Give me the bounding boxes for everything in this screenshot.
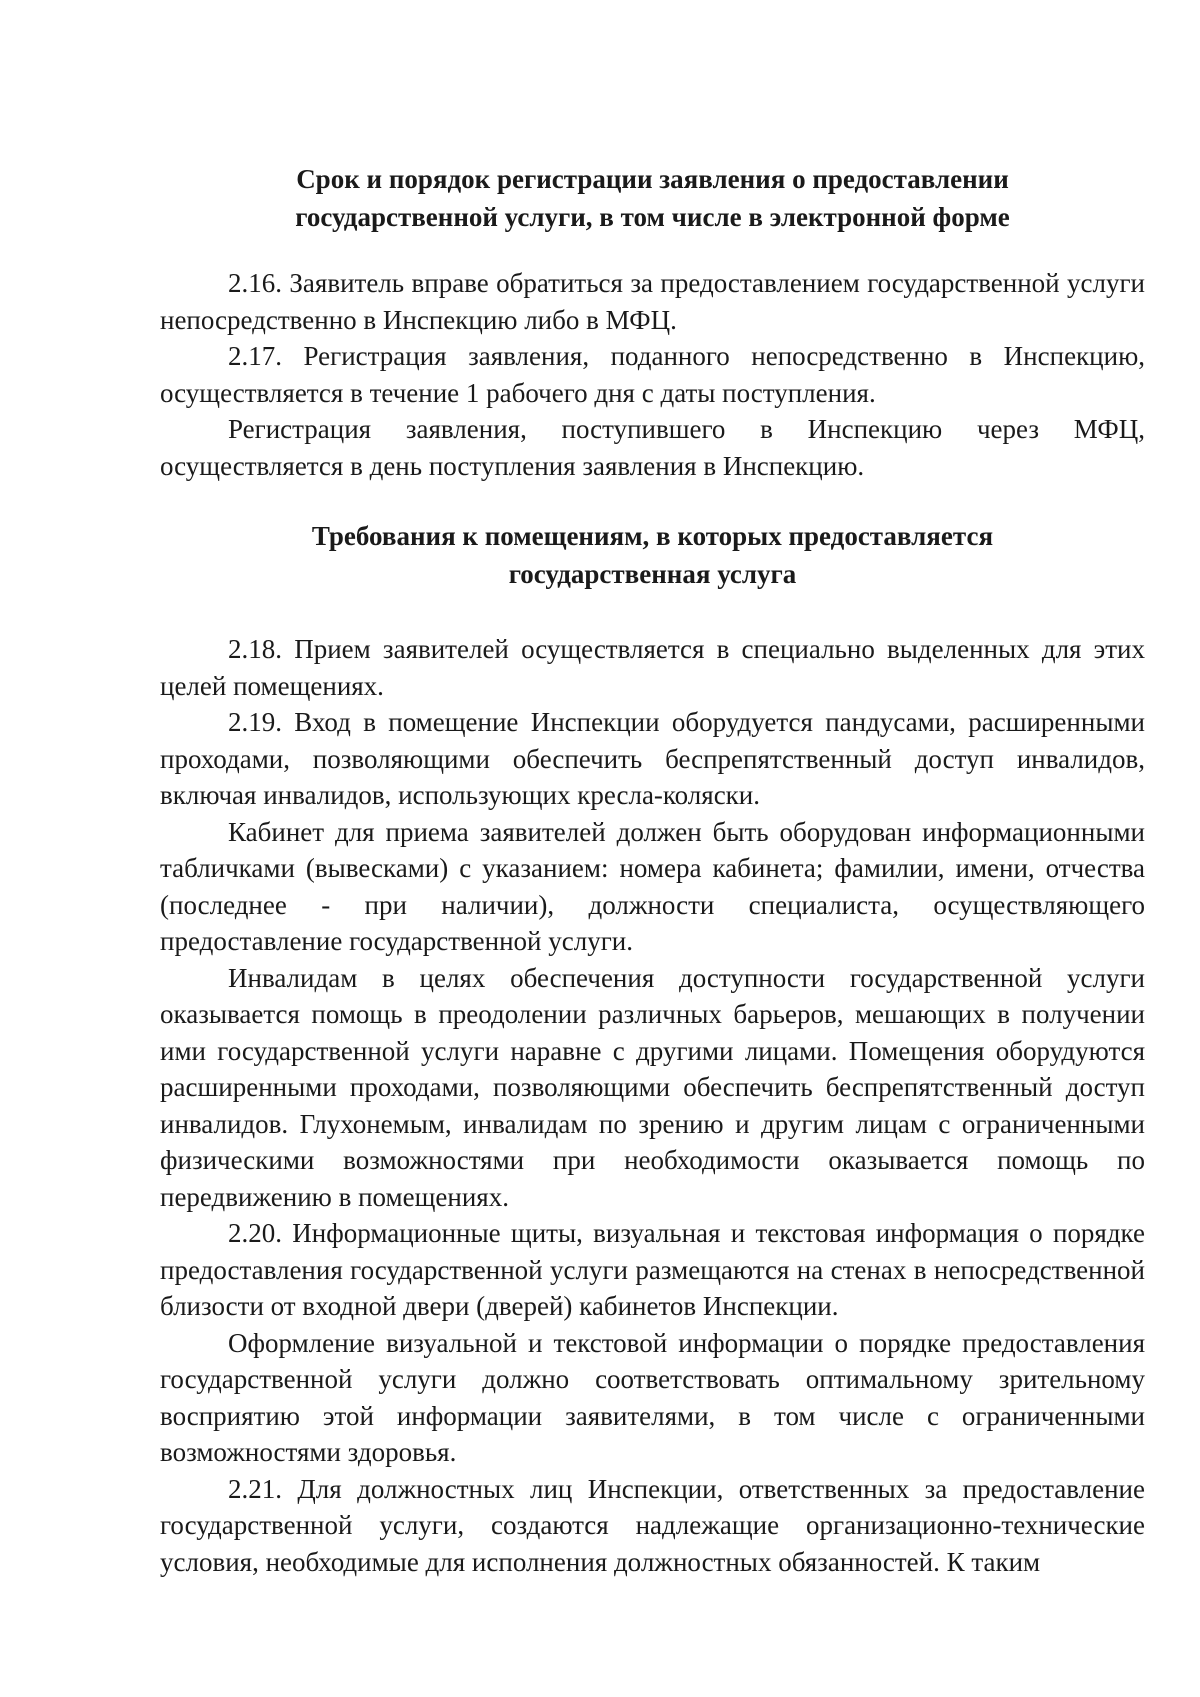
spacer (160, 593, 1145, 631)
paragraph-visual-info: Оформление визуальной и текстовой информации о порядке предоставления государственной услуги должно соответствовать оптимальному зрительному восприятию этой информации заявителями, в том числе с ограниченными возможностями здоровья. (160, 1327, 1145, 1467)
paragraph-disabled-assistance: Инвалидам в целях обеспечения доступности государственной услуги оказывается помощь в преодолении различных барьеров, мешающих в получении ими государственной услуги наравне с другими лицами. Помещения оборудуются расширенными проходами, позволяющими обеспечить беспрепятственный доступ инвалидов. Глухонемым, инвалидам по зрению и другим лицам с ограниченными физическими возможностями при необходимости оказывается помощь по передвижению в помещениях. (160, 962, 1145, 1212)
page-content (160, 160, 1145, 1580)
paragraph-2-20: 2.20. Информационные щиты, визуальная и текстовая информация о порядке предоставления государственной услуги размещаются на стенах в непосредственной близости от входной двери (дверей) кабинетов Инспекции. (160, 1218, 1145, 1321)
heading-line: Требования к помещениям, в которых предоставляется (311, 521, 994, 551)
section-heading-registration (160, 160, 1145, 236)
heading-line: государственной услуги, в том числе в электронной форме (295, 202, 1010, 232)
paragraph-2-17: 2.17. Регистрация заявления, поданного непосредственно в Инспекцию, осуществляется в течение 1 рабочего дня с даты поступления. (160, 341, 1145, 408)
heading-line: государственная услуга (508, 559, 797, 589)
paragraph-registration-mfc: Регистрация заявления, поступившего в Инспекцию через МФЦ, осуществляется в день поступления заявления в Инспекцию. (160, 414, 1145, 481)
section-heading-premises (160, 517, 1145, 593)
paragraph-2-21: 2.21. Для должностных лиц Инспекции, ответственных за предоставление государственной услуги, создаются надлежащие организационно-технические условия, необходимые для исполнения должностных обязанностей. К таким (160, 1473, 1145, 1577)
spacer (160, 484, 1145, 517)
paragraph-2-18: 2.18. Прием заявителей осуществляется в специально выделенных для этих целей помещениях. (160, 634, 1145, 701)
heading-line: Срок и порядок регистрации заявления о предоставлении (296, 164, 1009, 194)
paragraph-2-16: 2.16. Заявитель вправе обратиться за предоставлением государственной услуги непосредственно в Инспекцию либо в МФЦ. (160, 268, 1145, 335)
spacer (160, 236, 1145, 265)
paragraph-2-19: 2.19. Вход в помещение Инспекции оборудуется пандусами, расширенными проходами, позволяющими обеспечить беспрепятственный доступ инвалидов, включая инвалидов, использующих кресла-коляски. (160, 707, 1145, 810)
paragraph-cabinet-signage: Кабинет для приема заявителей должен быть оборудован информационными табличками (вывесками) с указанием: номера кабинета; фамилии, имени, отчества (последнее - при наличии), должности специалиста, осуществляющего предоставление государственной услуги. (160, 816, 1145, 956)
